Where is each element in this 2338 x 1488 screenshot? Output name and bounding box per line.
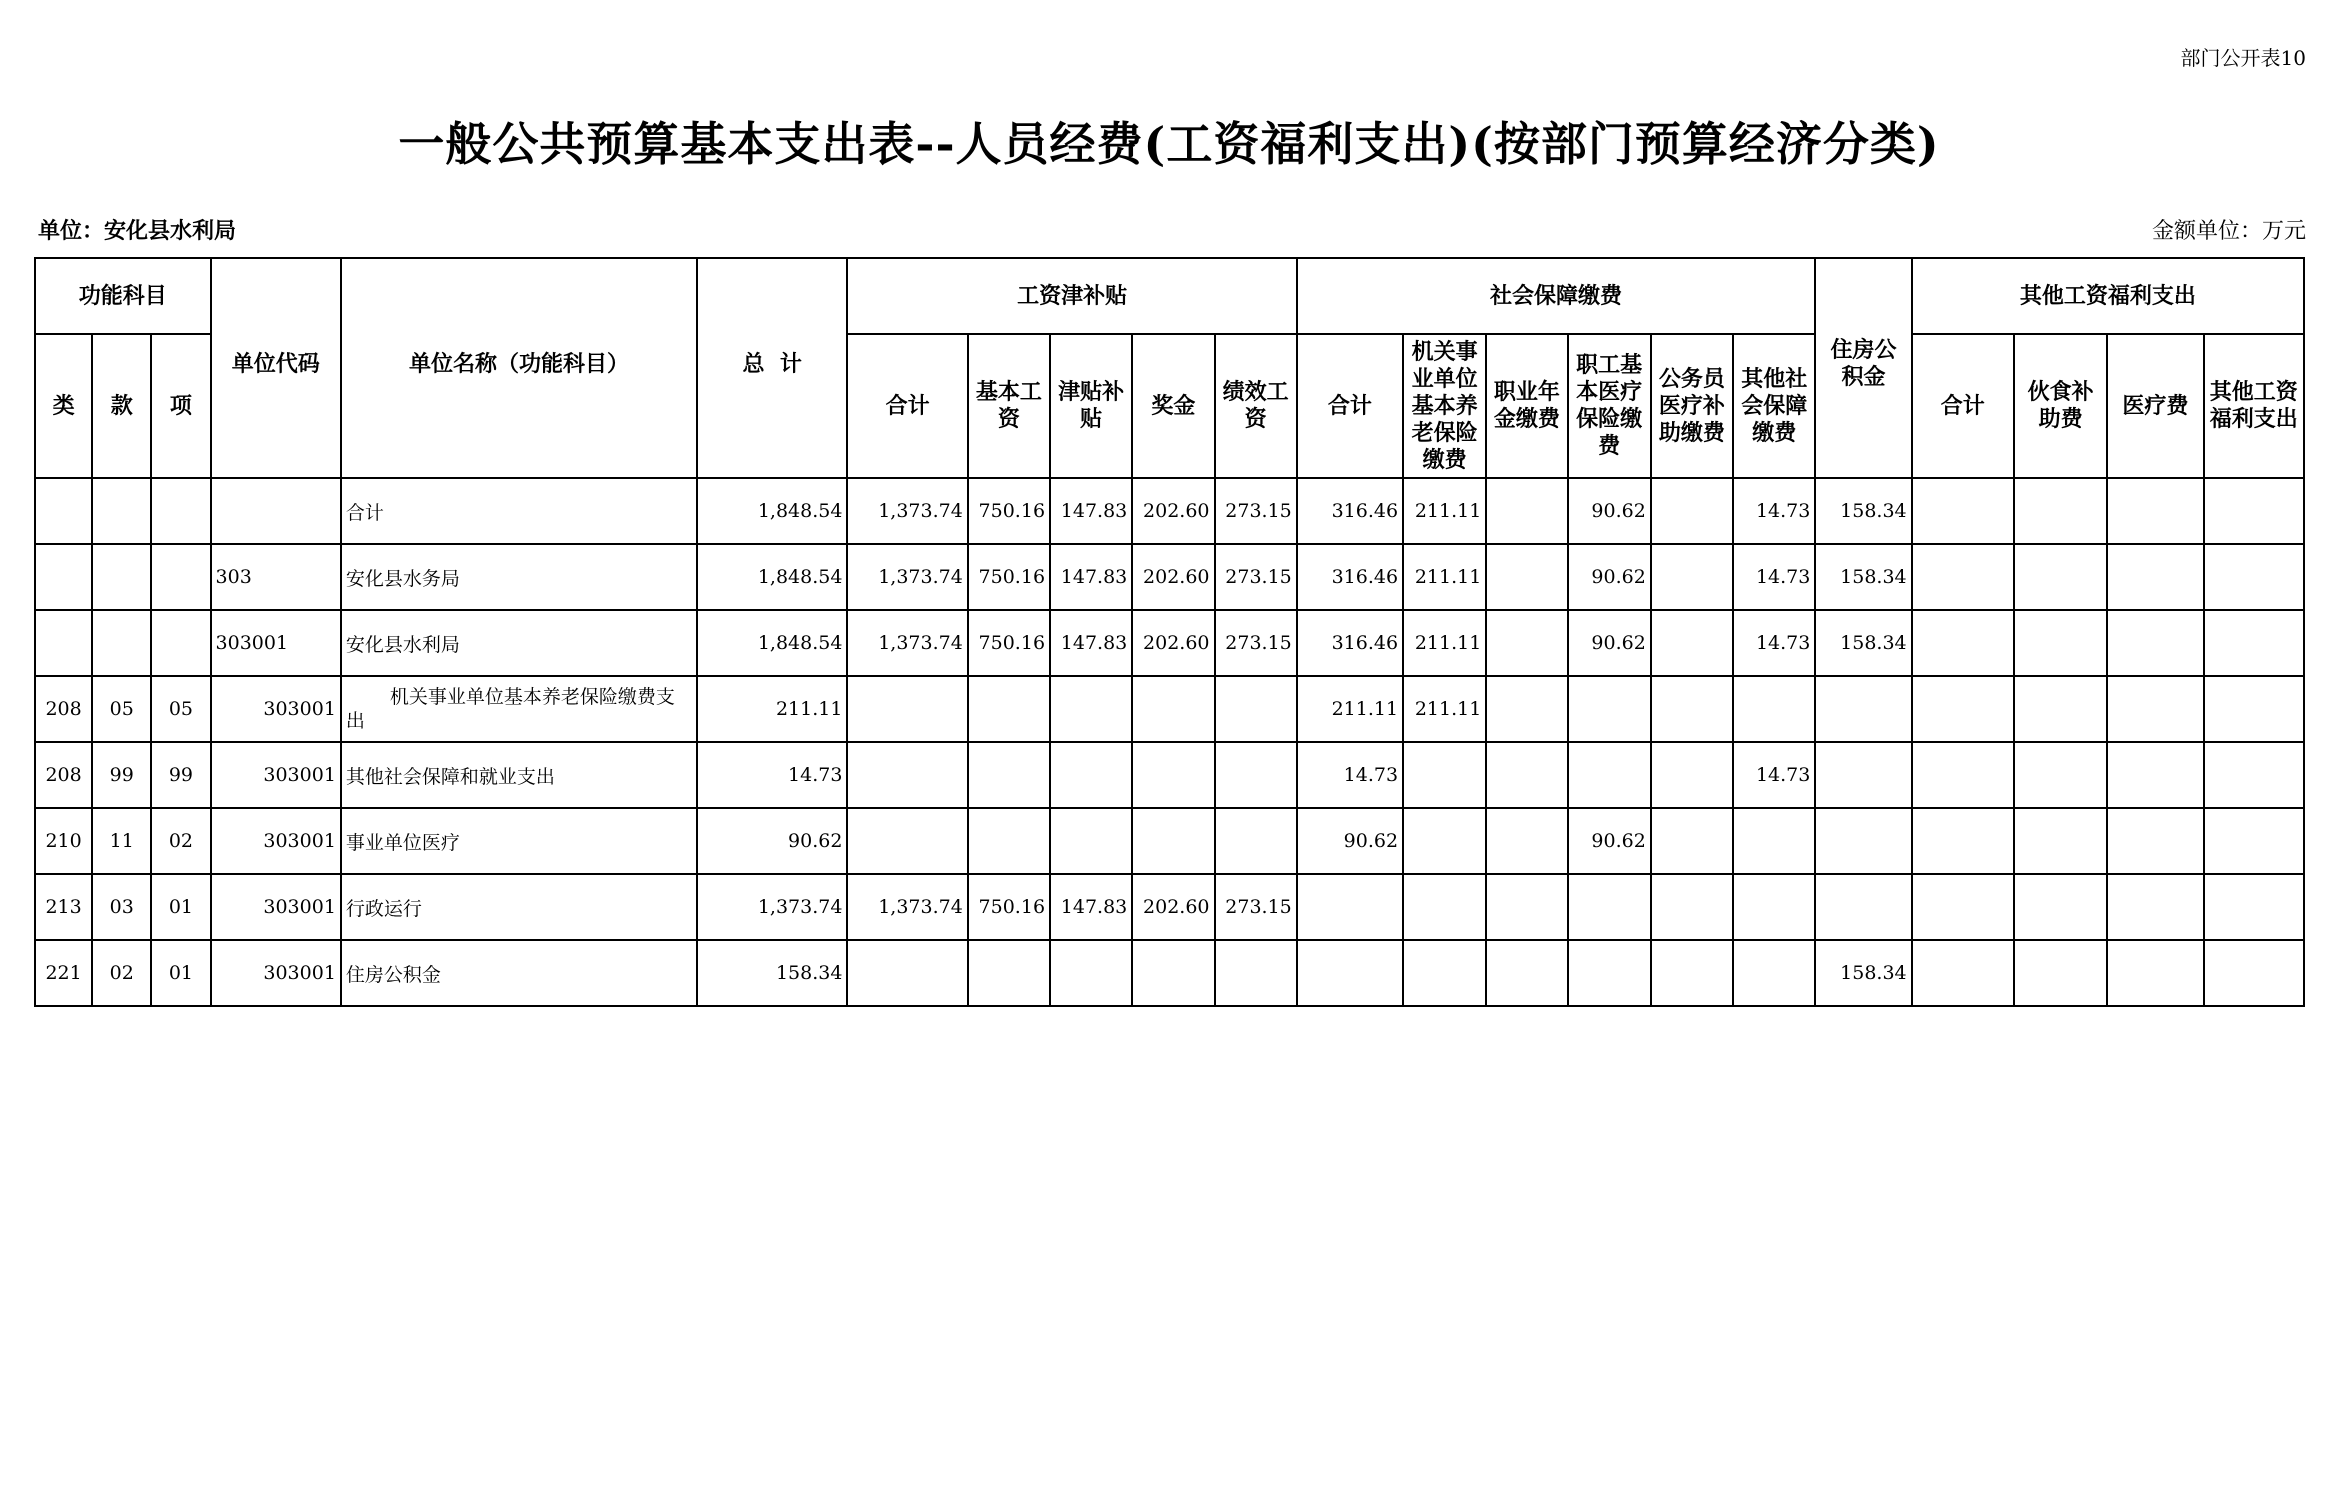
cell-pension	[1403, 940, 1486, 1006]
cell-xiang: 01	[151, 874, 210, 940]
cell-other-welfare	[2204, 610, 2305, 676]
cell-lei: 210	[35, 808, 92, 874]
cell-wage-sum	[847, 676, 967, 742]
cell-allowance	[1050, 676, 1132, 742]
cell-meal	[2014, 676, 2107, 742]
cell-other-social	[1733, 808, 1815, 874]
header-bonus: 奖金	[1132, 334, 1214, 478]
cell-other-sum	[1912, 742, 2014, 808]
cell-medical: 90.62	[1568, 808, 1651, 874]
cell-other-sum	[1912, 610, 2014, 676]
cell-annuity	[1486, 544, 1567, 610]
cell-wage-sum	[847, 742, 967, 808]
cell-civil-medical	[1651, 742, 1733, 808]
cell-bonus	[1132, 808, 1214, 874]
cell-civil-medical	[1651, 874, 1733, 940]
cell-kuan: 03	[92, 874, 151, 940]
header-perf-wage: 绩效工资	[1215, 334, 1297, 478]
header-unit-name: 单位名称（功能科目）	[341, 258, 697, 478]
header-medical-fee: 医疗费	[2107, 334, 2203, 478]
cell-other-welfare	[2204, 676, 2305, 742]
cell-medical-fee	[2107, 478, 2203, 544]
cell-lei: 213	[35, 874, 92, 940]
cell-other-social	[1733, 940, 1815, 1006]
cell-civil-medical	[1651, 610, 1733, 676]
cell-other-sum	[1912, 544, 2014, 610]
header-meal: 伙食补助费	[2014, 334, 2107, 478]
cell-allowance: 147.83	[1050, 544, 1132, 610]
cell-annuity	[1486, 940, 1567, 1006]
header-social-sum: 合计	[1297, 334, 1403, 478]
cell-perf-wage: 273.15	[1215, 874, 1297, 940]
header-wage-group: 工资津补贴	[847, 258, 1296, 334]
cell-bonus	[1132, 676, 1214, 742]
cell-unit-code: 303	[211, 544, 341, 610]
cell-other-welfare	[2204, 808, 2305, 874]
cell-wage-sum: 1,373.74	[847, 610, 967, 676]
cell-total: 1,373.74	[697, 874, 847, 940]
cell-total: 158.34	[697, 940, 847, 1006]
cell-other-sum	[1912, 676, 2014, 742]
cell-wage-sum: 1,373.74	[847, 874, 967, 940]
header-civil-medical: 公务员医疗补助缴费	[1651, 334, 1733, 478]
cell-social-sum: 316.46	[1297, 478, 1403, 544]
cell-social-sum: 14.73	[1297, 742, 1403, 808]
table-row	[35, 544, 2304, 610]
header-social-group: 社会保障缴费	[1297, 258, 1816, 334]
table-row	[35, 940, 2304, 1006]
cell-pension: 211.11	[1403, 676, 1486, 742]
cell-housing	[1815, 874, 1911, 940]
header-basic-wage: 基本工资	[968, 334, 1050, 478]
cell-perf-wage	[1215, 940, 1297, 1006]
cell-annuity	[1486, 478, 1567, 544]
cell-medical	[1568, 742, 1651, 808]
header-annuity: 职业年金缴费	[1486, 334, 1567, 478]
cell-basic-wage: 750.16	[968, 610, 1050, 676]
cell-social-sum: 211.11	[1297, 676, 1403, 742]
cell-annuity	[1486, 808, 1567, 874]
cell-other-social: 14.73	[1733, 742, 1815, 808]
cell-basic-wage: 750.16	[968, 874, 1050, 940]
cell-medical-fee	[2107, 940, 2203, 1006]
cell-basic-wage	[968, 940, 1050, 1006]
cell-civil-medical	[1651, 544, 1733, 610]
cell-annuity	[1486, 610, 1567, 676]
cell-pension: 211.11	[1403, 544, 1486, 610]
cell-other-social: 14.73	[1733, 544, 1815, 610]
cell-social-sum: 316.46	[1297, 544, 1403, 610]
cell-unit-name: 事业单位医疗	[341, 808, 697, 874]
cell-xiang: 99	[151, 742, 210, 808]
header-other-group: 其他工资福利支出	[1912, 258, 2304, 334]
page-title: 一般公共预算基本支出表--人员经费(工资福利支出)(按部门预算经济分类)	[398, 117, 1940, 171]
cell-housing: 158.34	[1815, 478, 1911, 544]
cell-medical	[1568, 940, 1651, 1006]
cell-unit-name: 安化县水务局	[341, 544, 697, 610]
header-pension: 机关事业单位基本养老保险缴费	[1403, 334, 1486, 478]
cell-allowance	[1050, 940, 1132, 1006]
cell-other-welfare	[2204, 742, 2305, 808]
cell-total: 90.62	[697, 808, 847, 874]
cell-bonus: 202.60	[1132, 544, 1214, 610]
cell-allowance: 147.83	[1050, 478, 1132, 544]
cell-housing	[1815, 808, 1911, 874]
cell-perf-wage	[1215, 742, 1297, 808]
cell-unit-code: 303001	[211, 940, 341, 1006]
cell-xiang	[151, 610, 210, 676]
cell-total: 1,848.54	[697, 610, 847, 676]
cell-perf-wage: 273.15	[1215, 544, 1297, 610]
cell-other-sum	[1912, 874, 2014, 940]
table-row	[35, 874, 2304, 940]
cell-basic-wage	[968, 676, 1050, 742]
cell-civil-medical	[1651, 940, 1733, 1006]
header-medical: 职工基本医疗保险缴费	[1568, 334, 1651, 478]
cell-other-social	[1733, 874, 1815, 940]
cell-housing	[1815, 742, 1911, 808]
cell-wage-sum: 1,373.74	[847, 544, 967, 610]
budget-table	[34, 257, 2305, 1007]
cell-perf-wage: 273.15	[1215, 478, 1297, 544]
cell-total: 1,848.54	[697, 478, 847, 544]
cell-kuan: 02	[92, 940, 151, 1006]
table-row	[35, 676, 2304, 742]
cell-other-sum	[1912, 808, 2014, 874]
cell-basic-wage	[968, 808, 1050, 874]
cell-housing	[1815, 676, 1911, 742]
cell-other-welfare	[2204, 544, 2305, 610]
cell-meal	[2014, 874, 2107, 940]
header-allowance: 津贴补贴	[1050, 334, 1132, 478]
cell-pension	[1403, 874, 1486, 940]
cell-medical-fee	[2107, 544, 2203, 610]
cell-lei: 221	[35, 940, 92, 1006]
cell-xiang: 02	[151, 808, 210, 874]
cell-xiang: 01	[151, 940, 210, 1006]
cell-medical-fee	[2107, 610, 2203, 676]
cell-social-sum	[1297, 874, 1403, 940]
amount-unit-label: 金额单位：万元	[2151, 219, 2306, 244]
cell-kuan: 99	[92, 742, 151, 808]
cell-other-welfare	[2204, 940, 2305, 1006]
cell-unit-code: 303001	[211, 610, 341, 676]
cell-civil-medical	[1651, 808, 1733, 874]
cell-wage-sum	[847, 940, 967, 1006]
cell-other-social: 14.73	[1733, 610, 1815, 676]
cell-unit-code: 303001	[211, 808, 341, 874]
cell-housing: 158.34	[1815, 610, 1911, 676]
cell-annuity	[1486, 874, 1567, 940]
header-other-social: 其他社会保障缴费	[1733, 334, 1815, 478]
cell-basic-wage	[968, 742, 1050, 808]
cell-medical: 90.62	[1568, 610, 1651, 676]
cell-meal	[2014, 610, 2107, 676]
cell-medical-fee	[2107, 808, 2203, 874]
cell-xiang: 05	[151, 676, 210, 742]
header-housing: 住房公积金	[1815, 258, 1911, 478]
cell-unit-name: 住房公积金	[341, 940, 697, 1006]
form-number: 部门公开表10	[2180, 46, 2306, 70]
cell-kuan: 05	[92, 676, 151, 742]
header-other-sum: 合计	[1912, 334, 2014, 478]
table-row	[35, 808, 2304, 874]
cell-medical-fee	[2107, 676, 2203, 742]
cell-medical: 90.62	[1568, 478, 1651, 544]
cell-wage-sum: 1,373.74	[847, 478, 967, 544]
header-func-subject: 功能科目	[35, 258, 211, 334]
header-lei: 类	[35, 334, 92, 478]
cell-meal	[2014, 940, 2107, 1006]
cell-unit-name: 安化县水利局	[341, 610, 697, 676]
cell-meal	[2014, 544, 2107, 610]
cell-other-social: 14.73	[1733, 478, 1815, 544]
cell-civil-medical	[1651, 478, 1733, 544]
cell-lei: 208	[35, 742, 92, 808]
cell-social-sum: 90.62	[1297, 808, 1403, 874]
cell-total: 14.73	[697, 742, 847, 808]
cell-bonus: 202.60	[1132, 610, 1214, 676]
header-kuan: 款	[92, 334, 151, 478]
cell-other-welfare	[2204, 874, 2305, 940]
cell-allowance	[1050, 808, 1132, 874]
cell-wage-sum	[847, 808, 967, 874]
cell-annuity	[1486, 676, 1567, 742]
cell-bonus: 202.60	[1132, 478, 1214, 544]
cell-unit-code: 303001	[211, 676, 341, 742]
cell-housing: 158.34	[1815, 940, 1911, 1006]
header-unit-code: 单位代码	[211, 258, 341, 478]
cell-basic-wage: 750.16	[968, 544, 1050, 610]
cell-unit-code: 303001	[211, 874, 341, 940]
header-wage-sum: 合计	[847, 334, 967, 478]
cell-basic-wage: 750.16	[968, 478, 1050, 544]
cell-kuan: 11	[92, 808, 151, 874]
table-row	[35, 742, 2304, 808]
cell-meal	[2014, 808, 2107, 874]
cell-medical	[1568, 676, 1651, 742]
header-other-welfare: 其他工资福利支出	[2204, 334, 2305, 478]
table-row	[35, 610, 2304, 676]
cell-social-sum: 316.46	[1297, 610, 1403, 676]
cell-total: 211.11	[697, 676, 847, 742]
cell-perf-wage	[1215, 676, 1297, 742]
header-total: 总 计	[697, 258, 847, 478]
cell-medical-fee	[2107, 742, 2203, 808]
cell-meal	[2014, 478, 2107, 544]
cell-lei	[35, 478, 92, 544]
cell-unit-name: 其他社会保障和就业支出	[341, 742, 697, 808]
header-xiang: 项	[151, 334, 210, 478]
cell-other-sum	[1912, 940, 2014, 1006]
cell-pension: 211.11	[1403, 478, 1486, 544]
cell-annuity	[1486, 742, 1567, 808]
cell-pension	[1403, 742, 1486, 808]
cell-other-welfare	[2204, 478, 2305, 544]
cell-medical: 90.62	[1568, 544, 1651, 610]
cell-total: 1,848.54	[697, 544, 847, 610]
cell-lei	[35, 544, 92, 610]
cell-xiang	[151, 478, 210, 544]
cell-pension: 211.11	[1403, 610, 1486, 676]
cell-perf-wage: 273.15	[1215, 610, 1297, 676]
cell-civil-medical	[1651, 676, 1733, 742]
cell-medical-fee	[2107, 874, 2203, 940]
cell-xiang	[151, 544, 210, 610]
cell-other-social	[1733, 676, 1815, 742]
cell-kuan	[92, 544, 151, 610]
cell-allowance	[1050, 742, 1132, 808]
cell-unit-name: 机关事业单位基本养老保险缴费支出	[341, 676, 697, 742]
cell-other-sum	[1912, 478, 2014, 544]
cell-kuan	[92, 610, 151, 676]
cell-allowance: 147.83	[1050, 874, 1132, 940]
cell-housing: 158.34	[1815, 544, 1911, 610]
cell-unit-code: 303001	[211, 742, 341, 808]
cell-lei	[35, 610, 92, 676]
cell-medical	[1568, 874, 1651, 940]
table-row	[35, 478, 2304, 544]
cell-pension	[1403, 808, 1486, 874]
cell-bonus: 202.60	[1132, 874, 1214, 940]
cell-kuan	[92, 478, 151, 544]
cell-social-sum	[1297, 940, 1403, 1006]
cell-unit-code	[211, 478, 341, 544]
unit-label: 单位：安化县水利局	[38, 218, 237, 244]
cell-bonus	[1132, 742, 1214, 808]
cell-bonus	[1132, 940, 1214, 1006]
cell-meal	[2014, 742, 2107, 808]
cell-lei: 208	[35, 676, 92, 742]
cell-unit-name: 合计	[341, 478, 697, 544]
cell-allowance: 147.83	[1050, 610, 1132, 676]
cell-perf-wage	[1215, 808, 1297, 874]
cell-unit-name: 行政运行	[341, 874, 697, 940]
